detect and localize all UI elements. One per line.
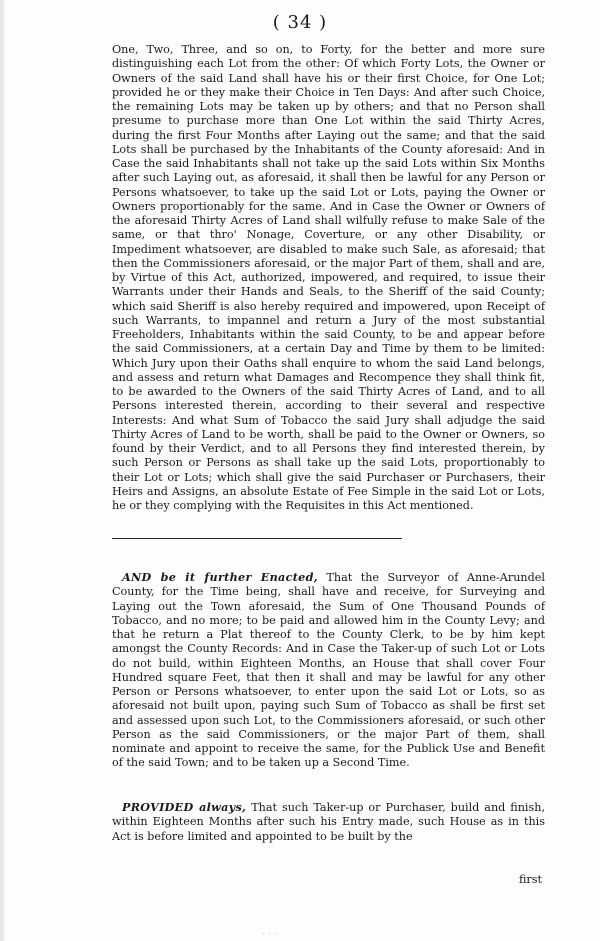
paragraph-text: That such Taker-up or Purchaser, build and finish, within Eighteen Months after such his Entry made, such House as in this Act is before limited and appointed to be built by the [112,801,546,843]
paragraph-lead: PROVIDED always, [122,800,247,814]
paragraph-text: One, Two, Three, and so on, to Forty, for the better and more sure distinguishing each Lot from the other: Of which Forty Lots, the Owner or Owners of the said Land shall have his or their first Choice, for One Lot; provided he or they make their Choice in Ten Days: And after such Choice, the remaining Lots may be taken up by others; and that no Person shall presume to purchase more than One Lot within the said Thirty Acres, during the first Four Months after Laying out the same; and that the said Lots shall be purchased by the Inhabitants of the County aforesaid: And in Case the said Inhabitants shall not take up the said Lots within Six Months after such Laying out, as aforesaid, it shall then be lawful for any Person or Persons whatsoever, to take up the said Lot or Lots, paying the Owner or Owners proportionably for the same. And in Case the Owner or Owners of the aforesaid Thirty Acres of Land shall wilfully refuse to make Sale of the same, or that thro' Nonage, Coverture, or any other Disability, or Impediment whatsoever, are disabled to make such Sale, as aforesaid; that then the Commissioners aforesaid, or the major Part of them, shall and are, by Virtue of this Act, authorized, impowered, and required, to issue their Warrants under their Hands and Seals, to the Sheriff of the said County; which said Sheriff is also hereby required and impowered, upon Receipt of such Warrants, to impannel and return a Jury of the most substantial Freeholders, Inhabitants within the said County, to be and appear before the said Commissioners, at a certain Day and Time by them to be limited: Which Jury upon their Oaths shall enquire to whom the said Land belongs, and assess and return what Damages and Recompence they shall think fit, to be awarded to the Owners of the said Thirty Acres of Land, and to all Persons interested therein, according to their several and respective Interests: And what Sum of Tobacco the said Jury shall adjudge the said Thirty Acres of Land to be worth, shall be paid to the Owner or Owners, so found by their Verdict, and to all Persons they find interested therein, by such Person or Persons as shall take up the said Lots, proportionably to their Lot or Lots; which shall give the said Purchaser or Purchasers, their Heirs and Assigns, an absolute Estate of Fee Simple in the said Lot or Lots, he or they complying with the Requisites in this Act mentioned. [112,43,545,512]
paragraph-lead: AND be it further Enacted, [122,570,318,584]
paragraph-surveyor-enactment [112,570,545,771]
catchword: first [518,873,542,886]
page-edge-shadow [0,0,4,941]
paragraph-text: That the Surveyor of Anne-Arundel County, for the Time being, shall have and receive, for Surveying and Laying out the Town aforesaid, the Sum of One Thousand Pounds of Tobacco, and no more; to be paid and allowed him in the County Levy; and that he return a Plat thereof to the County Clerk, to be by him kept amongst the County Records: And in Case the Taker-up of such Lot or Lots do not build, within Eighteen Months, an House that shall cover Four Hundred square Feet, that then it shall and may be lawful for any other Person or Persons whatsoever, to enter upon the said Lot or Lots, so as aforesaid not built upon, paying such Sum of Tobacco as shall be first set and assessed upon such Lot, to the Commissioners aforesaid, or such other Person as the said Commissioners, or the major Part of them, shall nominate and appoint to receive the same, for the Publick Use and Benefit of the said Town; and to be taken up a Second Time. [112,571,545,770]
paragraph-proviso [112,800,545,844]
paragraph-lot-allocation [112,42,545,513]
strikethrough-mark [112,538,402,539]
page-number: ( 34 ) [272,12,328,33]
ink-smudge-mark: · · · [262,930,279,938]
